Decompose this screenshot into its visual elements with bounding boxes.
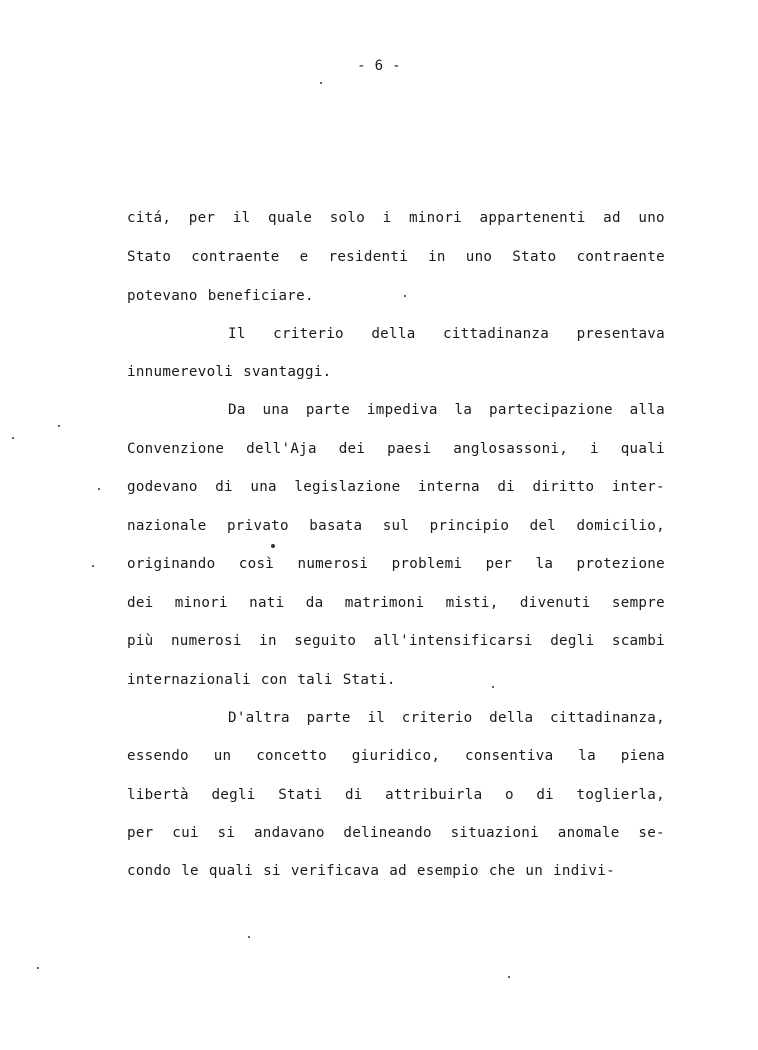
text-line: Convenzione dell'Aja dei paesi anglosassoni, i quali bbox=[127, 441, 665, 457]
scan-speck bbox=[37, 967, 39, 969]
text-line: potevano beneficiare. bbox=[127, 288, 314, 304]
text-line: internazionali con tali Stati. bbox=[127, 672, 396, 688]
text-line: originando così numerosi problemi per la protezione bbox=[127, 556, 665, 572]
text-line: godevano di una legislazione interna di diritto inter- bbox=[127, 479, 665, 495]
text-line: D'altra parte il criterio della cittadinanza, bbox=[228, 710, 665, 726]
text-line: essendo un concetto giuridico, consentiva la piena bbox=[127, 748, 665, 764]
text-line: dei minori nati da matrimoni misti, divenuti sempre bbox=[127, 595, 665, 611]
text-line: per cui si andavano delineando situazioni anomale se- bbox=[127, 825, 665, 841]
scan-speck bbox=[12, 437, 14, 439]
page-number: - 6 - bbox=[357, 58, 401, 74]
scan-speck bbox=[58, 425, 60, 427]
text-line: Da una parte impediva la partecipazione alla bbox=[228, 402, 665, 418]
scan-speck bbox=[92, 565, 94, 567]
scan-speck bbox=[320, 82, 322, 84]
text-line: più numerosi in seguito all'intensificarsi degli scambi bbox=[127, 633, 665, 649]
text-line: condo le quali si verificava ad esempio che un indivi- bbox=[127, 863, 615, 879]
scan-speck bbox=[98, 488, 100, 490]
text-line: Il criterio della cittadinanza presentava bbox=[228, 326, 665, 342]
scan-speck bbox=[271, 544, 275, 548]
scan-speck bbox=[404, 295, 406, 297]
text-line: citá, per il quale solo i minori appartenenti ad uno bbox=[127, 210, 665, 226]
scan-speck bbox=[508, 976, 510, 978]
scan-speck bbox=[492, 686, 494, 688]
text-line: Stato contraente e residenti in uno Stato contraente bbox=[127, 249, 665, 265]
scan-speck bbox=[248, 936, 250, 938]
text-line: innumerevoli svantaggi. bbox=[127, 364, 332, 380]
text-line: nazionale privato basata sul principio del domicilio, bbox=[127, 518, 665, 534]
text-line: libertà degli Stati di attribuirla o di toglierla, bbox=[127, 787, 665, 803]
